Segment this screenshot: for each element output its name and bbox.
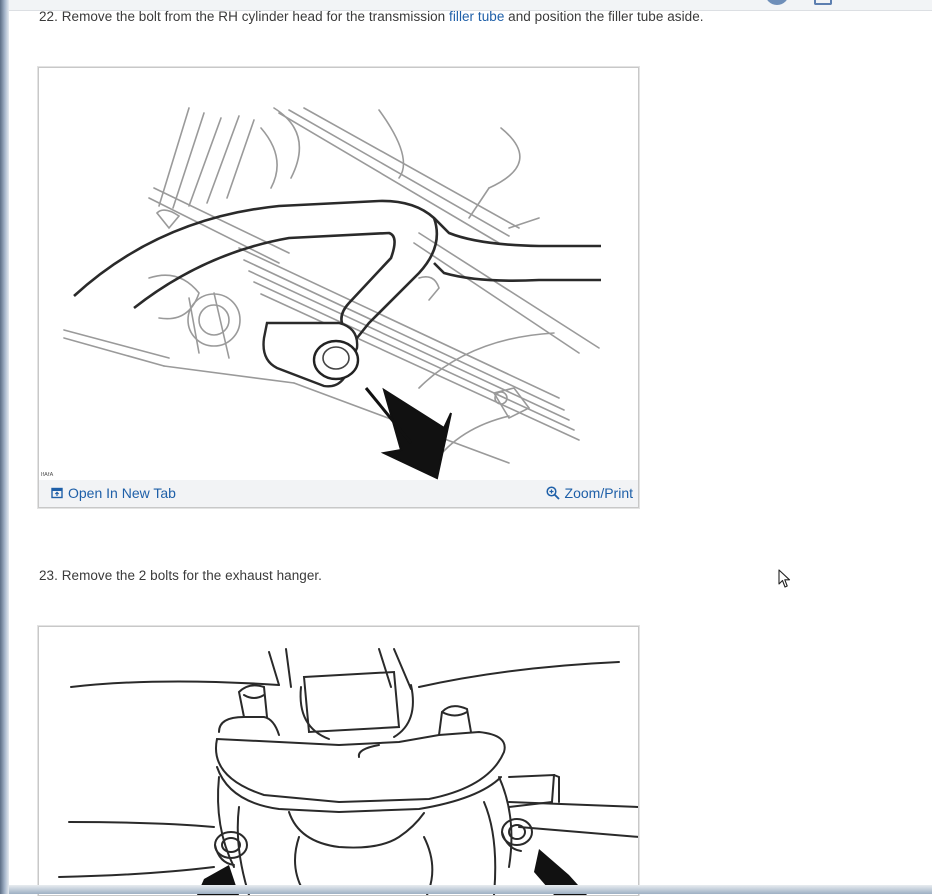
window-left-edge — [0, 0, 9, 894]
filler-tube-link[interactable]: filler tube — [449, 9, 505, 24]
filler-tube-illustration — [39, 68, 638, 480]
avatar-icon[interactable] — [765, 0, 789, 5]
zoom-print-button[interactable] — [546, 485, 633, 501]
window-bottom-edge — [9, 885, 932, 894]
zoom-print-label: Zoom/Print — [564, 485, 633, 501]
step-22-text-start: 22. Remove the bolt from the RH cylinder head for the transmission — [39, 9, 450, 24]
step-22-text-end: and position the filler tube aside. — [504, 9, 704, 24]
open-in-new-tab-icon — [51, 487, 63, 499]
zoom-in-icon — [546, 486, 560, 500]
open-in-new-tab-button[interactable] — [51, 485, 176, 501]
figure-footer — [39, 480, 638, 507]
toolbar-icon[interactable] — [814, 0, 832, 5]
figure-tag: ᴵᶠᴬᶠᴬ — [41, 471, 54, 480]
figure-step-22 — [38, 67, 639, 508]
exhaust-hanger-illustration — [39, 627, 638, 895]
mouse-pointer-icon — [778, 569, 792, 589]
arrow-icon — [384, 390, 451, 478]
figure-step-23 — [38, 626, 639, 896]
open-in-new-tab-label: Open In New Tab — [68, 485, 176, 501]
step-22-text — [39, 9, 704, 24]
step-23-text: 23. Remove the 2 bolts for the exhaust hanger. — [39, 568, 322, 583]
